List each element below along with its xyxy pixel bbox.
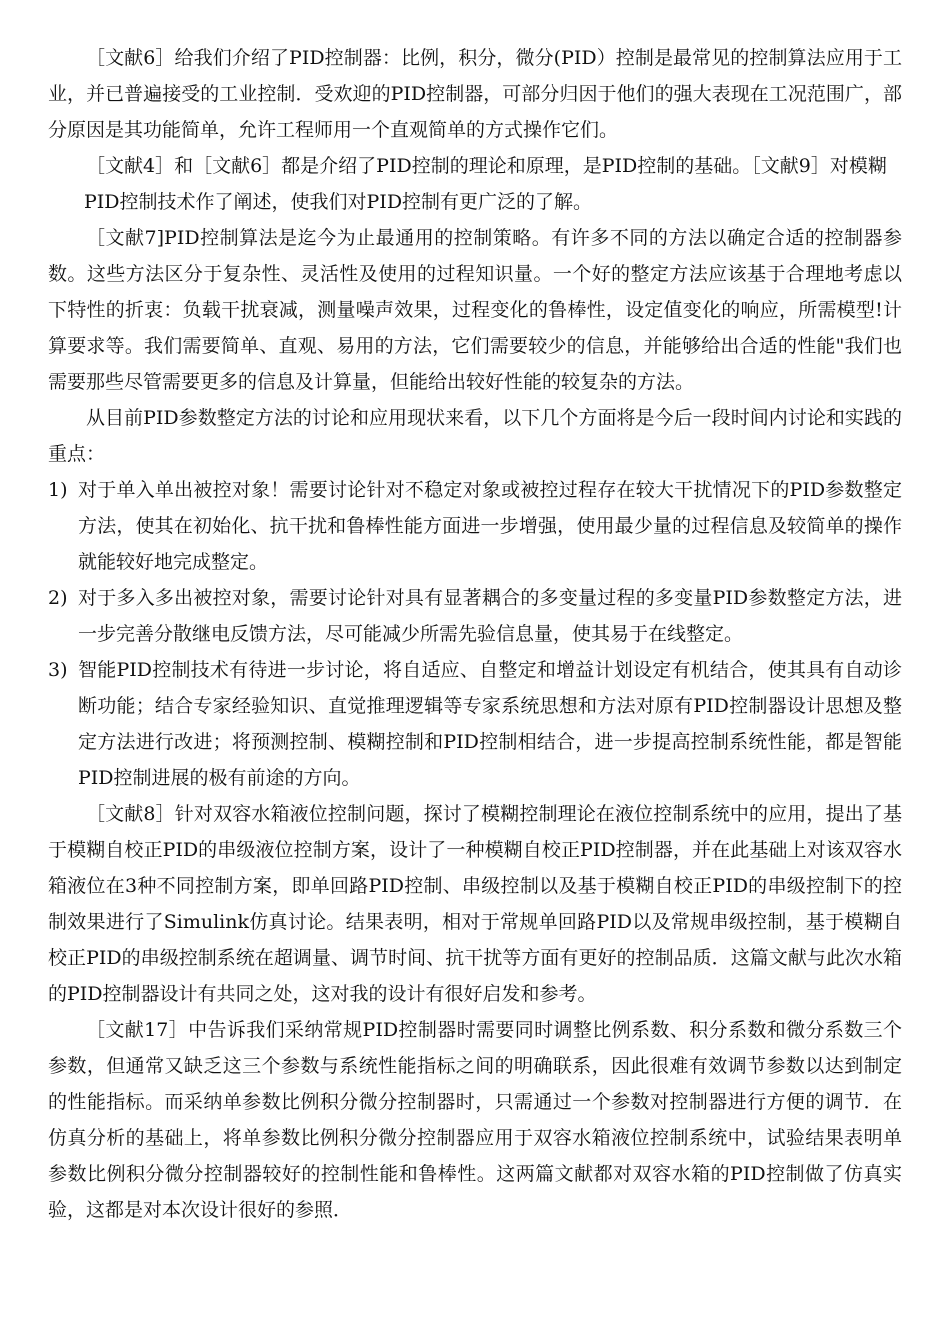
paragraph-ref8: ［文献8］针对双容水箱液位控制问题，探讨了模糊控制理论在液位控制系统中的应用，提出了基于模糊自校正PID的串级液位控制方案，设计了一种模糊自校正PID控制器，并在此基础上对该双容水箱液位在3种不同控制方案，即单回路PID控制、串级控制以及基于模糊自校正PID的串级控制下的控制效果进行了Simulink仿真讨论。结果表明，相对于常规单回路PID以及常规串级控制，基于模糊自校正PID的串级控制系统在超调量、调节时间、抗干扰等方面有更好的控制品质．这篇文献与此次水箱的PID控制器设计有共同之处，这对我的设计有很好启发和参考。 (48, 803, 902, 1005)
paragraph-ref4-6-9: ［文献4］和［文献6］都是介绍了PID控制的理论和原理，是PID控制的基础。［文献9］对模糊 (86, 155, 887, 177)
list-item-number: 2) (48, 587, 68, 609)
paragraph-ref17: ［文献17］中告诉我们采纳常规PID控制器时需要同时调整比例系数、积分系数和微分系数三个参数，但通常又缺乏这三个参数与系统性能指标之间的明确联系，因此很难有效调节参数以达到制定的性能指标。而采纳单参数比例积分微分控制器时，只需通过一个参数对控制器进行方便的调节．在仿真分析的基础上，将单参数比例积分微分控制器应用于双容水箱液位控制系统中，试验结果表明单参数比例积分微分控制器较好的控制性能和鲁棒性。这两篇文献都对双容水箱的PID控制做了仿真实验，这都是对本次设计很好的参照． (48, 1019, 902, 1221)
list-item-text: 智能PID控制技术有待进一步讨论，将自适应、自整定和增益计划设定有机结合，使其具有自动诊断功能；结合专家经验知识、直觉推理逻辑等专家系统思想和方法对原有PID控制器设计思想及整定方法进行改进；将预测控制、模糊控制和PID控制相结合，进一步提高控制系统性能，都是智能PID控制进展的极有前途的方向。 (78, 659, 902, 789)
paragraph-ref4-6-9-continued: PID控制技术作了阐述，使我们对PID控制有更广泛的了解。 (84, 191, 593, 213)
list-item (48, 472, 902, 580)
paragraph-focus-intro: 从目前PID参数整定方法的讨论和应用现状来看，以下几个方面将是今后一段时间内讨论和实践的重点： (48, 407, 902, 465)
paragraph-ref6: ［文献6］给我们介绍了PID控制器：比例，积分，微分(PID）控制是最常见的控制算法应用于工业，并已普遍接受的工业控制．受欢迎的PID控制器，可部分归因于他们的强大表现在工况范围广，部分原因是其功能简单，允许工程师用一个直观简单的方式操作它们。 (48, 47, 902, 141)
list-item-number: 1) (48, 479, 68, 501)
paragraph-ref7: ［文献7]PID控制算法是迄今为止最通用的控制策略。有许多不同的方法以确定合适的控制器参数。这些方法区分于复杂性、灵活性及使用的过程知识量。一个好的整定方法应该基于合理地考虑以下特性的折衷：负载干扰衰减，测量噪声效果，过程变化的鲁棒性，设定值变化的响应，所需模型!计算要求等。我们需要简单、直观、易用的方法，它们需要较少的信息，并能够给出合适的性能"我们也需要那些尽管需要更多的信息及计算量，但能给出较好性能的较复杂的方法。 (48, 227, 902, 393)
list-item (48, 580, 902, 652)
list-item-text: 对于单入单出被控对象！需要讨论针对不稳定对象或被控过程存在较大干扰情况下的PID参数整定方法，使其在初始化、抗干扰和鲁棒性能方面进一步增强，使用最少量的过程信息及较简单的操作就能较好地完成整定。 (78, 479, 902, 573)
list-item-number: 3) (48, 659, 68, 681)
list-item-text: 对于多入多出被控对象，需要讨论针对具有显著耦合的多变量过程的多变量PID参数整定方法，进一步完善分散继电反馈方法，尽可能减少所需先验信息量，使其易于在线整定。 (78, 587, 902, 645)
list-item (48, 652, 902, 796)
